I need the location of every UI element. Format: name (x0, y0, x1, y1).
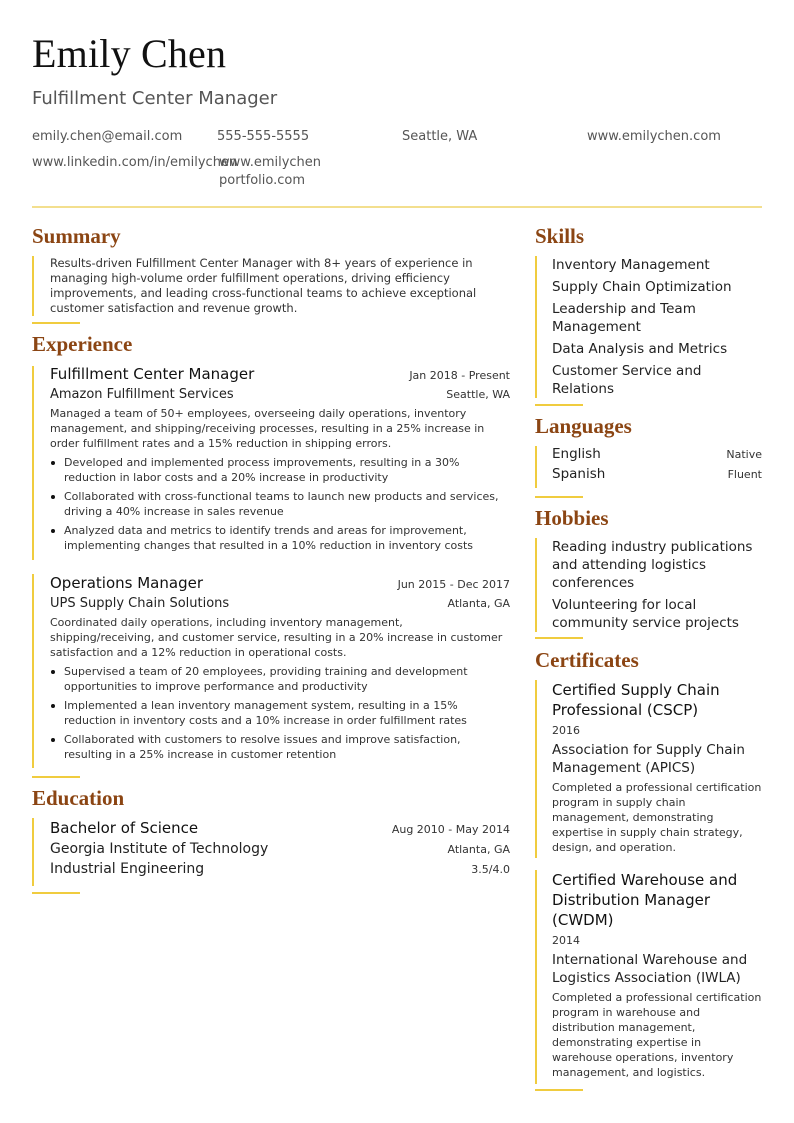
job-2-dates: Jun 2015 - Dec 2017 (397, 578, 510, 591)
experience-underline (32, 776, 80, 778)
hobby-item: Volunteering for local community service projects (552, 597, 739, 631)
cert-2-org: International Warehouse and Logistics Association (IWLA) (552, 952, 748, 986)
summary-heading: Summary (32, 224, 121, 248)
languages-underline (535, 496, 583, 498)
job-2-company: UPS Supply Chain Solutions (50, 596, 230, 611)
contact-portfolio-line2: portfolio.com (219, 173, 306, 188)
contact-location: Seattle, WA (402, 129, 478, 144)
experience-heading: Experience (32, 332, 133, 356)
job-1-bullet: Collaborated with cross-functional teams to launch new products and services, driving a 40% increase in sales revenue (50, 489, 510, 519)
education-gpa: 3.5/4.0 (471, 863, 510, 876)
languages-heading: Languages (535, 414, 632, 438)
contact-phone[interactable]: 555-555-5555 (217, 129, 310, 144)
skill-item: Leadership and Team Management (552, 301, 696, 335)
hobbies-list (552, 538, 757, 632)
education-location: Atlanta, GA (447, 843, 510, 856)
language-name: English (552, 446, 601, 462)
job-2-bullet: Collaborated with customers to resolve issues and improve satisfaction, resulting in a 25% increase in customer retention (50, 732, 510, 762)
hobbies-underline (535, 637, 583, 639)
hobbies-heading: Hobbies (535, 506, 609, 530)
contact-portfolio-line1: www.emilychen (219, 155, 322, 170)
skills-heading: Skills (535, 224, 585, 248)
job-1-bullet: Analyzed data and metrics to identify trends and areas for improvement, implementing changes that resulted in a 10% reduction in inventory costs (50, 523, 510, 553)
job-2-bar (32, 574, 34, 768)
skill-item: Supply Chain Optimization (552, 279, 732, 295)
summary-bar (32, 256, 34, 316)
languages-bar (535, 446, 537, 488)
contact-website[interactable]: www.emilychen.com (587, 129, 721, 144)
languages-list (552, 446, 762, 482)
job-1 (50, 365, 510, 557)
candidate-name: Emily Chen (32, 31, 227, 76)
certificates-underline (535, 1089, 583, 1091)
job-1-location: Seattle, WA (446, 388, 510, 401)
cert-2-year: 2014 (552, 934, 580, 947)
job-1-title: Fulfillment Center Manager (50, 365, 255, 383)
contact-linkedin[interactable]: www.linkedin.com/in/emilychen (32, 155, 238, 170)
summary-underline (32, 322, 80, 324)
education-bar (32, 818, 34, 886)
education-dates: Aug 2010 - May 2014 (391, 823, 510, 836)
cert-1-description: Completed a professional certification program in supply chain management, demonstrating expertise in supply chain strategy, design, and operation. (552, 781, 762, 854)
cert-1-bar (535, 680, 537, 858)
education-school: Georgia Institute of Technology (50, 841, 269, 857)
skill-item: Customer Service and Relations (552, 363, 702, 397)
job-2-location: Atlanta, GA (447, 597, 510, 610)
hobby-item: Reading industry publications and attending logistics conferences (552, 539, 753, 591)
language-row (552, 446, 762, 462)
job-2-description: Coordinated daily operations, including inventory management, shipping/receiving, and customer service, resulting in a 20% increase in customer satisfaction and a 12% reduction in operational costs. (50, 616, 503, 659)
job-2 (50, 574, 510, 766)
contact-portfolio[interactable] (219, 154, 406, 190)
job-1-bar (32, 366, 34, 560)
job-1-bullets (50, 455, 510, 553)
skill-item: Data Analysis and Metrics (552, 341, 728, 357)
cert-2-bar (535, 870, 537, 1084)
cert-2-description: Completed a professional certification program in warehouse and distribution management, demonstrating expertise in warehouse operations, inventory management, and logistics. (552, 991, 762, 1079)
job-1-company: Amazon Fulfillment Services (50, 387, 234, 402)
contact-email[interactable]: emily.chen@email.com (32, 129, 183, 144)
cert-1 (552, 680, 762, 855)
skills-list (552, 256, 757, 398)
cert-1-year: 2016 (552, 724, 580, 737)
language-name: Spanish (552, 466, 606, 482)
contact-info (32, 128, 772, 190)
cert-1-org: Association for Supply Chain Management (APICS) (552, 742, 745, 776)
job-1-description: Managed a team of 50+ employees, overseeing daily operations, inventory management, and shipping/receiving processes, resulting in a 25% increase in order fulfillment rates and a 15% reduction in shipping errors. (50, 407, 485, 450)
summary-text: Results-driven Fulfillment Center Manager with 8+ years of experience in managing high-volume order fulfillment operations, driving efficiency improvements, and leading cross-functional teams to achieve exceptional customer satisfaction and revenue growth. (50, 256, 477, 315)
certificates-heading: Certificates (535, 648, 639, 672)
education-major: Industrial Engineering (50, 861, 205, 877)
skills-underline (535, 404, 583, 406)
job-2-bullet: Implemented a lean inventory management system, resulting in a 15% reduction in inventory costs and a 10% increase in order fulfillment rates (50, 698, 510, 728)
language-row (552, 466, 762, 482)
job-2-title: Operations Manager (50, 574, 203, 592)
education-degree: Bachelor of Science (50, 819, 199, 837)
header-divider (32, 206, 762, 208)
job-2-bullets (50, 664, 510, 762)
language-level: Native (726, 448, 762, 461)
cert-2 (552, 870, 762, 1080)
job-2-bullet: Supervised a team of 20 employees, providing training and development opportunities to improve performance and productivity (50, 664, 510, 694)
job-1-dates: Jan 2018 - Present (409, 369, 510, 382)
skill-item: Inventory Management (552, 257, 710, 273)
candidate-title: Fulfillment Center Manager (32, 88, 278, 109)
education-heading: Education (32, 786, 125, 810)
skills-bar (535, 256, 537, 398)
language-level: Fluent (727, 468, 762, 481)
cert-2-name: Certified Warehouse and Distribution Manager (CWDM) (552, 871, 738, 929)
education-underline (32, 892, 80, 894)
education-entry (50, 819, 510, 877)
hobbies-bar (535, 538, 537, 632)
cert-1-name: Certified Supply Chain Professional (CSCP) (552, 681, 720, 719)
job-1-bullet: Developed and implemented process improvements, resulting in a 30% reduction in labor costs and a 20% increase in productivity (50, 455, 510, 485)
